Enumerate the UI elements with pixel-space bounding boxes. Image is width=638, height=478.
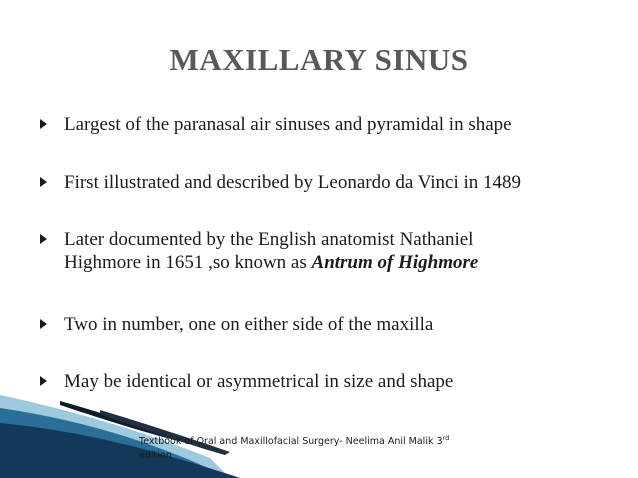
bullet-text: Two in number, one on either side of the maxilla (64, 314, 434, 335)
antrum-emphasis: Antrum of Highmore (311, 252, 479, 273)
bullet-line-1: Later documented by the English anatomist Nathaniel (64, 229, 474, 250)
citation-text: Textbook of Oral and Maxillofacial Surgery- Neelima Anil Malik 3 (139, 436, 443, 447)
citation (139, 435, 509, 463)
slide-title: MAXILLARY SINUS (169, 42, 469, 77)
bullet-text: Largest of the paranasal air sinuses and pyramidal in shape (64, 114, 512, 135)
citation-superscript: rd (442, 433, 450, 442)
bullet-text: First illustrated and described by Leonardo da Vinci in 1489 (64, 172, 522, 193)
bullet-line-2: Highmore in 1651 ,so known as (64, 252, 312, 273)
bullet-text: May be identical or asymmetrical in size and shape (64, 371, 454, 392)
citation-line-2: edition (139, 450, 172, 461)
